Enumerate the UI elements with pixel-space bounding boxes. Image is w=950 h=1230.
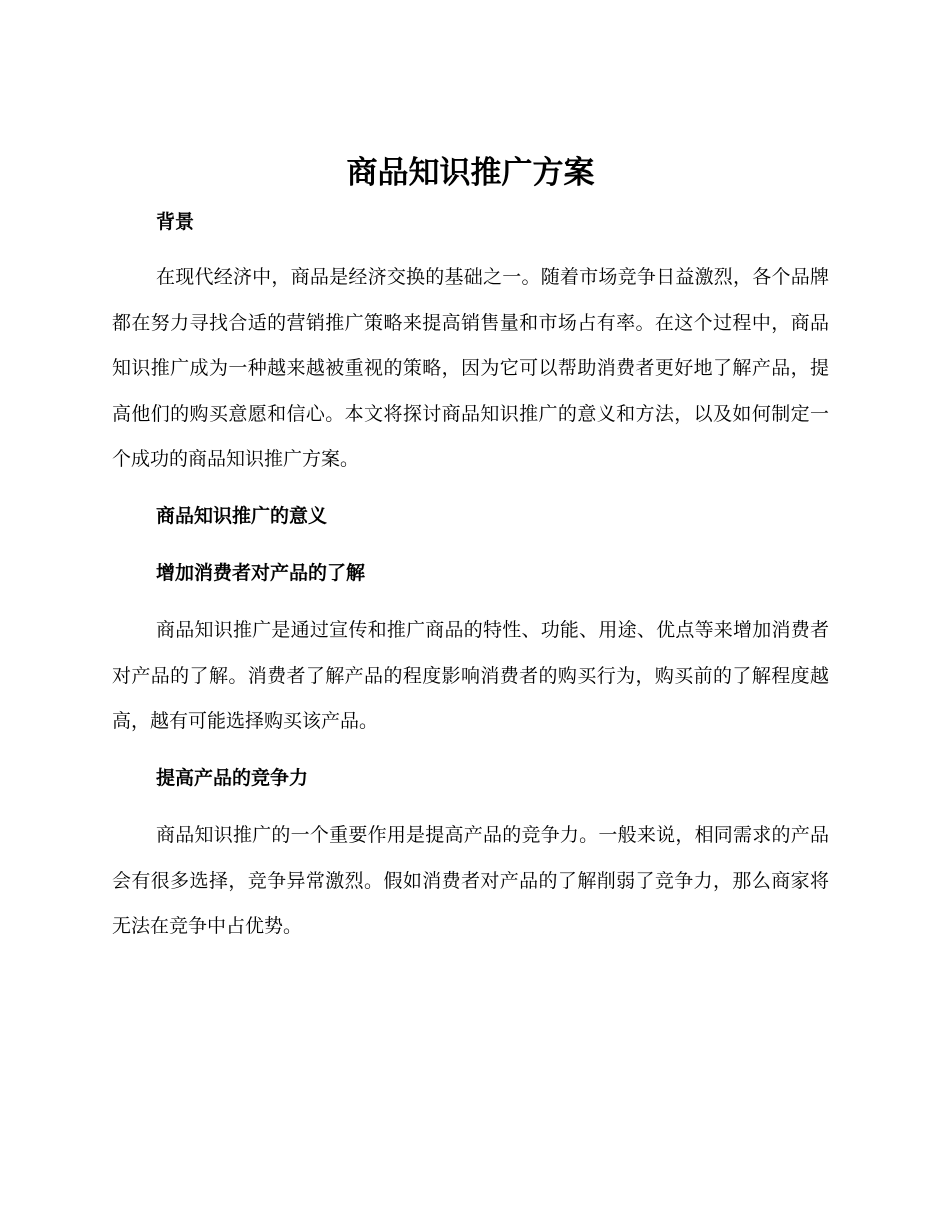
paragraph-background: 在现代经济中，商品是经济交换的基础之一。随着市场竞争日益激烈，各个品牌都在努力寻找合适的营销推广策略来提高销售量和市场占有率。在这个过程中，商品知识推广成为一种越来越被重视的策略，因为它可以帮助消费者更好地了解产品，提高他们的购买意愿和信心。本文将探讨商品知识推广的意义和方法，以及如何制定一个成功的商品知识推广方案。	[112, 266, 829, 470]
paragraph-competitiveness: 商品知识推广的一个重要作用是提高产品的竞争力。一般来说，相同需求的产品会有很多选择，竞争异常激烈。假如消费者对产品的了解削弱了竞争力，那么商家将无法在竞争中占优势。	[112, 824, 829, 937]
subsection-heading-competitiveness: 提高产品的竞争力	[156, 767, 309, 789]
section-heading-meaning: 商品知识推广的意义	[156, 505, 328, 527]
section-heading-background: 背景	[156, 211, 195, 233]
document-title: 商品知识推广方案	[346, 155, 595, 191]
subsection-heading-understanding: 增加消费者对产品的了解	[156, 562, 366, 584]
paragraph-understanding: 商品知识推广是通过宣传和推广商品的特性、功能、用途、优点等来增加消费者对产品的了解。消费者了解产品的程度影响消费者的购买行为，购买前的了解程度越高，越有可能选择购买该产品。	[112, 619, 829, 732]
